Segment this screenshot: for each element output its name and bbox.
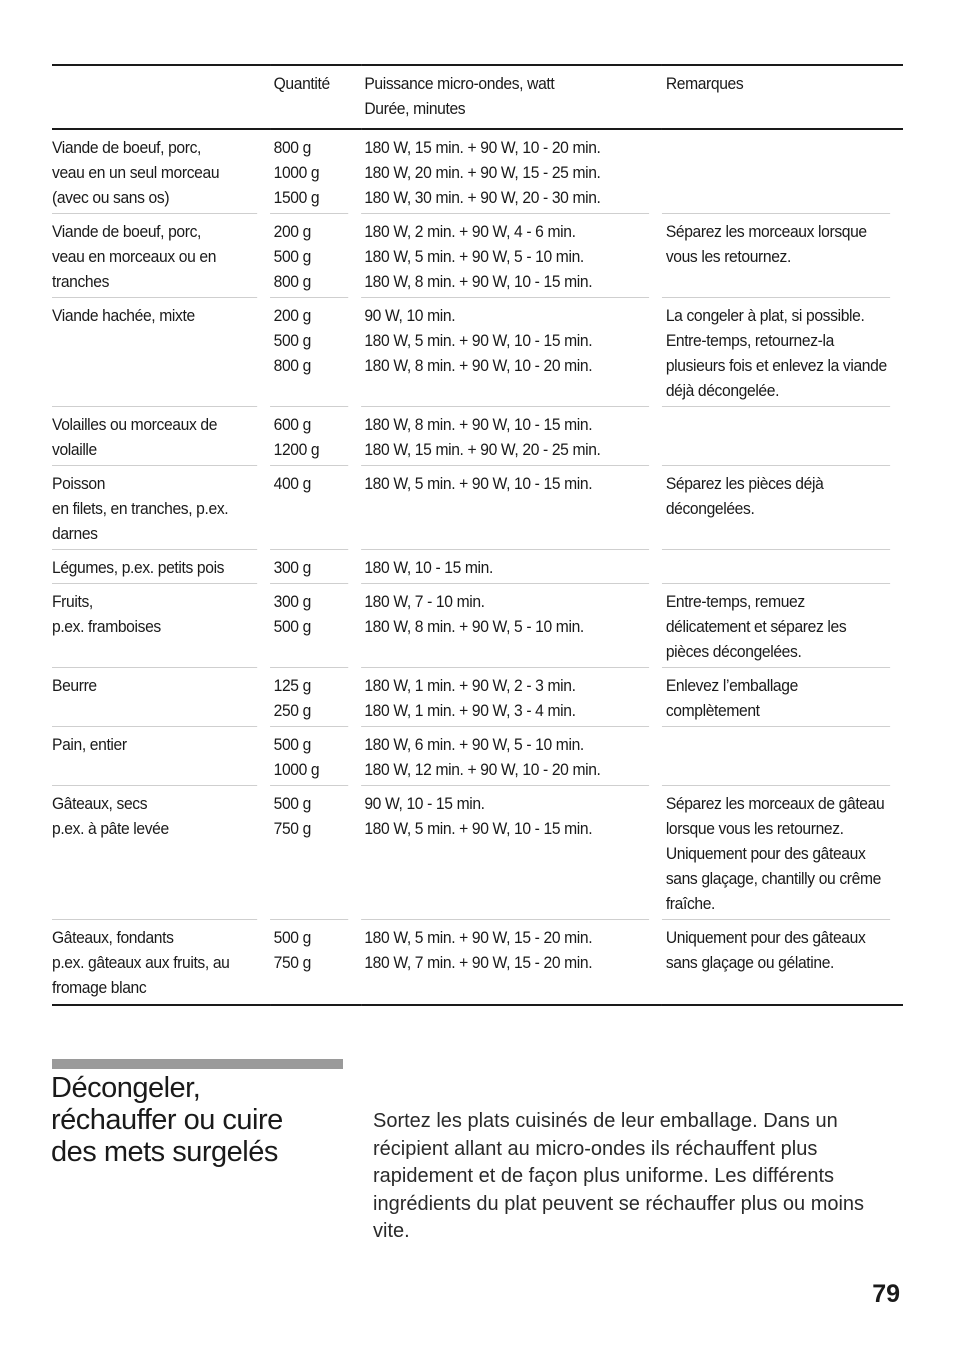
product-line: tranches <box>52 272 110 291</box>
cell-power-duration <box>361 130 662 214</box>
power-duration-value: 180 W, 5 min. + 90 W, 5 - 10 min. <box>364 247 584 266</box>
cell-remarks <box>662 668 903 727</box>
power-duration-value: 180 W, 1 min. + 90 W, 3 - 4 min. <box>364 701 576 720</box>
quantity-value: 1000 g <box>273 163 320 182</box>
table-row <box>52 920 903 1006</box>
product-line: Viande hachée, mixte <box>52 306 195 325</box>
table-row <box>52 130 903 214</box>
power-duration-value: 180 W, 20 min. + 90 W, 15 - 25 min. <box>364 163 601 182</box>
quantity-value: 125 g <box>273 676 311 695</box>
power-duration-value: 180 W, 5 min. + 90 W, 10 - 15 min. <box>364 331 593 350</box>
quantity-value: 800 g <box>273 138 311 157</box>
quantity-value: 1500 g <box>273 188 320 207</box>
header-quantity: Quantité <box>270 64 361 130</box>
table-row <box>52 584 903 668</box>
section-title-line: Décongeler, <box>51 1072 201 1104</box>
product-line: Volailles ou morceaux de <box>52 415 218 434</box>
table-row <box>52 727 903 786</box>
cell-product <box>52 466 270 550</box>
quantity-value: 500 g <box>273 735 311 754</box>
product-line: veau en un seul morceau <box>52 163 220 182</box>
quantity-value: 300 g <box>273 558 311 577</box>
quantity-value: 800 g <box>273 356 311 375</box>
product-line: Pain, entier <box>52 735 127 754</box>
cell-power-duration <box>361 550 662 584</box>
quantity-value: 250 g <box>273 701 311 720</box>
power-duration-value: 90 W, 10 min. <box>364 306 456 325</box>
cell-product <box>52 550 270 584</box>
cell-quantity <box>270 130 361 214</box>
remark-line: sans glaçage, chantilly ou crême <box>665 869 881 888</box>
cell-remarks <box>662 214 903 298</box>
table-row <box>52 550 903 584</box>
remark-line: Uniquement pour des gâteaux <box>665 844 866 863</box>
remark-line: déjà décongelée. <box>665 381 780 400</box>
power-duration-value: 180 W, 10 - 15 min. <box>364 558 493 577</box>
quantity-value: 200 g <box>273 222 311 241</box>
quantity-value: 500 g <box>273 247 311 266</box>
cell-power-duration <box>361 298 662 407</box>
cell-quantity <box>270 668 361 727</box>
cell-quantity <box>270 920 361 1006</box>
table-row <box>52 214 903 298</box>
power-duration-value: 180 W, 15 min. + 90 W, 20 - 25 min. <box>364 440 601 459</box>
product-line: Poisson <box>52 474 106 493</box>
cell-quantity <box>270 786 361 920</box>
cell-remarks <box>662 407 903 466</box>
product-line: p.ex. à pâte levée <box>52 819 169 838</box>
section-title-line: réchauffer ou cuire <box>51 1104 283 1136</box>
quantity-value: 1000 g <box>273 760 320 779</box>
product-line: Beurre <box>52 676 97 695</box>
cell-remarks <box>662 786 903 920</box>
cell-remarks <box>662 584 903 668</box>
cell-power-duration <box>361 786 662 920</box>
product-line: p.ex. gâteaux aux fruits, au <box>52 953 230 972</box>
product-line: Légumes, p.ex. petits pois <box>52 558 225 577</box>
quantity-value: 500 g <box>273 794 311 813</box>
header-product <box>52 64 270 130</box>
remark-line: Enlevez l’emballage <box>665 676 798 695</box>
remark-line: délicatement et séparez les <box>665 617 847 636</box>
remark-line: vous les retournez. <box>665 247 791 266</box>
power-duration-value: 180 W, 2 min. + 90 W, 4 - 6 min. <box>364 222 576 241</box>
quantity-value: 750 g <box>273 819 311 838</box>
table-body <box>52 130 903 1006</box>
cell-product <box>52 214 270 298</box>
product-line: p.ex. framboises <box>52 617 161 636</box>
product-line: veau en morceaux ou en <box>52 247 217 266</box>
remark-line: Entre-temps, remuez <box>665 592 805 611</box>
section-divider-bar <box>52 1059 343 1069</box>
cell-remarks <box>662 727 903 786</box>
defrost-table <box>52 64 903 1006</box>
quantity-value: 500 g <box>273 617 311 636</box>
table-row <box>52 786 903 920</box>
cell-product <box>52 298 270 407</box>
remark-line: fraîche. <box>665 894 716 913</box>
power-duration-value: 180 W, 5 min. + 90 W, 10 - 15 min. <box>364 819 593 838</box>
header-remarks: Remarques <box>662 64 903 130</box>
section-body-text: Sortez les plats cuisinés de leur emballage. Dans un récipient allant au micro-ondes ils réchauffent plus rapidement et de façon plus uniforme. Les différents ingrédients du plat peuvent se réchauffer plus ou moins vite. <box>373 1110 865 1242</box>
power-duration-value: 180 W, 1 min. + 90 W, 2 - 3 min. <box>364 676 576 695</box>
power-duration-value: 180 W, 6 min. + 90 W, 5 - 10 min. <box>364 735 584 754</box>
page-number: 79 <box>872 1280 900 1308</box>
power-duration-value: 180 W, 8 min. + 90 W, 10 - 20 min. <box>364 356 593 375</box>
remark-line: La congeler à plat, si possible. <box>665 306 865 325</box>
header-duration: Durée, minutes <box>364 99 466 118</box>
product-line: en filets, en tranches, p.ex. <box>52 499 229 518</box>
cell-quantity <box>270 584 361 668</box>
cell-remarks <box>662 920 903 1006</box>
power-duration-value: 180 W, 30 min. + 90 W, 20 - 30 min. <box>364 188 601 207</box>
cell-remarks <box>662 466 903 550</box>
cell-power-duration <box>361 920 662 1006</box>
cell-power-duration <box>361 214 662 298</box>
table-header-row <box>52 64 903 130</box>
product-line: (avec ou sans os) <box>52 188 170 207</box>
remark-line: pièces décongelées. <box>665 642 802 661</box>
cell-power-duration <box>361 727 662 786</box>
cell-product <box>52 920 270 1006</box>
remark-line: Séparez les pièces déjà <box>665 474 824 493</box>
cell-remarks <box>662 550 903 584</box>
power-duration-value: 180 W, 8 min. + 90 W, 10 - 15 min. <box>364 272 593 291</box>
product-line: Viande de boeuf, porc, <box>52 222 202 241</box>
remark-line: décongelées. <box>665 499 755 518</box>
quantity-value: 500 g <box>273 928 311 947</box>
product-line: Fruits, <box>52 592 93 611</box>
cell-product <box>52 668 270 727</box>
cell-product <box>52 727 270 786</box>
remark-line: Uniquement pour des gâteaux <box>665 928 866 947</box>
cell-power-duration <box>361 407 662 466</box>
quantity-value: 500 g <box>273 331 311 350</box>
quantity-value: 800 g <box>273 272 311 291</box>
cell-power-duration <box>361 466 662 550</box>
header-power: Puissance micro-ondes, watt <box>364 74 555 93</box>
defrost-table-container <box>52 64 903 1006</box>
cell-power-duration <box>361 584 662 668</box>
quantity-value: 300 g <box>273 592 311 611</box>
cell-product <box>52 130 270 214</box>
power-duration-value: 90 W, 10 - 15 min. <box>364 794 485 813</box>
cell-product <box>52 407 270 466</box>
product-line: Gâteaux, fondants <box>52 928 174 947</box>
section-title-line: des mets surgelés <box>51 1136 278 1168</box>
cell-remarks <box>662 298 903 407</box>
power-duration-value: 180 W, 7 - 10 min. <box>364 592 485 611</box>
cell-product <box>52 786 270 920</box>
cell-remarks <box>662 130 903 214</box>
cell-quantity <box>270 214 361 298</box>
remark-line: lorsque vous les retournez. <box>665 819 844 838</box>
cell-quantity <box>270 407 361 466</box>
product-line: darnes <box>52 524 98 543</box>
remark-line: Séparez les morceaux lorsque <box>665 222 867 241</box>
product-line: Viande de boeuf, porc, <box>52 138 202 157</box>
table-row <box>52 298 903 407</box>
table-row <box>52 466 903 550</box>
table-row <box>52 668 903 727</box>
cell-quantity <box>270 298 361 407</box>
quantity-value: 400 g <box>273 474 311 493</box>
cell-quantity <box>270 466 361 550</box>
power-duration-value: 180 W, 7 min. + 90 W, 15 - 20 min. <box>364 953 593 972</box>
quantity-value: 600 g <box>273 415 311 434</box>
power-duration-value: 180 W, 8 min. + 90 W, 5 - 10 min. <box>364 617 584 636</box>
power-duration-value: 180 W, 8 min. + 90 W, 10 - 15 min. <box>364 415 593 434</box>
remark-line: plusieurs fois et enlevez la viande <box>665 356 887 375</box>
power-duration-value: 180 W, 5 min. + 90 W, 15 - 20 min. <box>364 928 593 947</box>
section-title <box>51 1072 351 1168</box>
product-line: volaille <box>52 440 97 459</box>
quantity-value: 750 g <box>273 953 311 972</box>
remark-line: Séparez les morceaux de gâteau <box>665 794 885 813</box>
quantity-value: 1200 g <box>273 440 320 459</box>
cell-quantity <box>270 727 361 786</box>
power-duration-value: 180 W, 12 min. + 90 W, 10 - 20 min. <box>364 760 601 779</box>
power-duration-value: 180 W, 15 min. + 90 W, 10 - 20 min. <box>364 138 601 157</box>
cell-quantity <box>270 550 361 584</box>
remark-line: complètement <box>665 701 760 720</box>
remark-line: sans glaçage ou gélatine. <box>665 953 834 972</box>
header-power-duration <box>361 64 662 130</box>
product-line: Gâteaux, secs <box>52 794 148 813</box>
table-row <box>52 407 903 466</box>
remark-line: Entre-temps, retournez-la <box>665 331 834 350</box>
quantity-value: 200 g <box>273 306 311 325</box>
cell-power-duration <box>361 668 662 727</box>
cell-product <box>52 584 270 668</box>
power-duration-value: 180 W, 5 min. + 90 W, 10 - 15 min. <box>364 474 593 493</box>
product-line: fromage blanc <box>52 978 147 997</box>
